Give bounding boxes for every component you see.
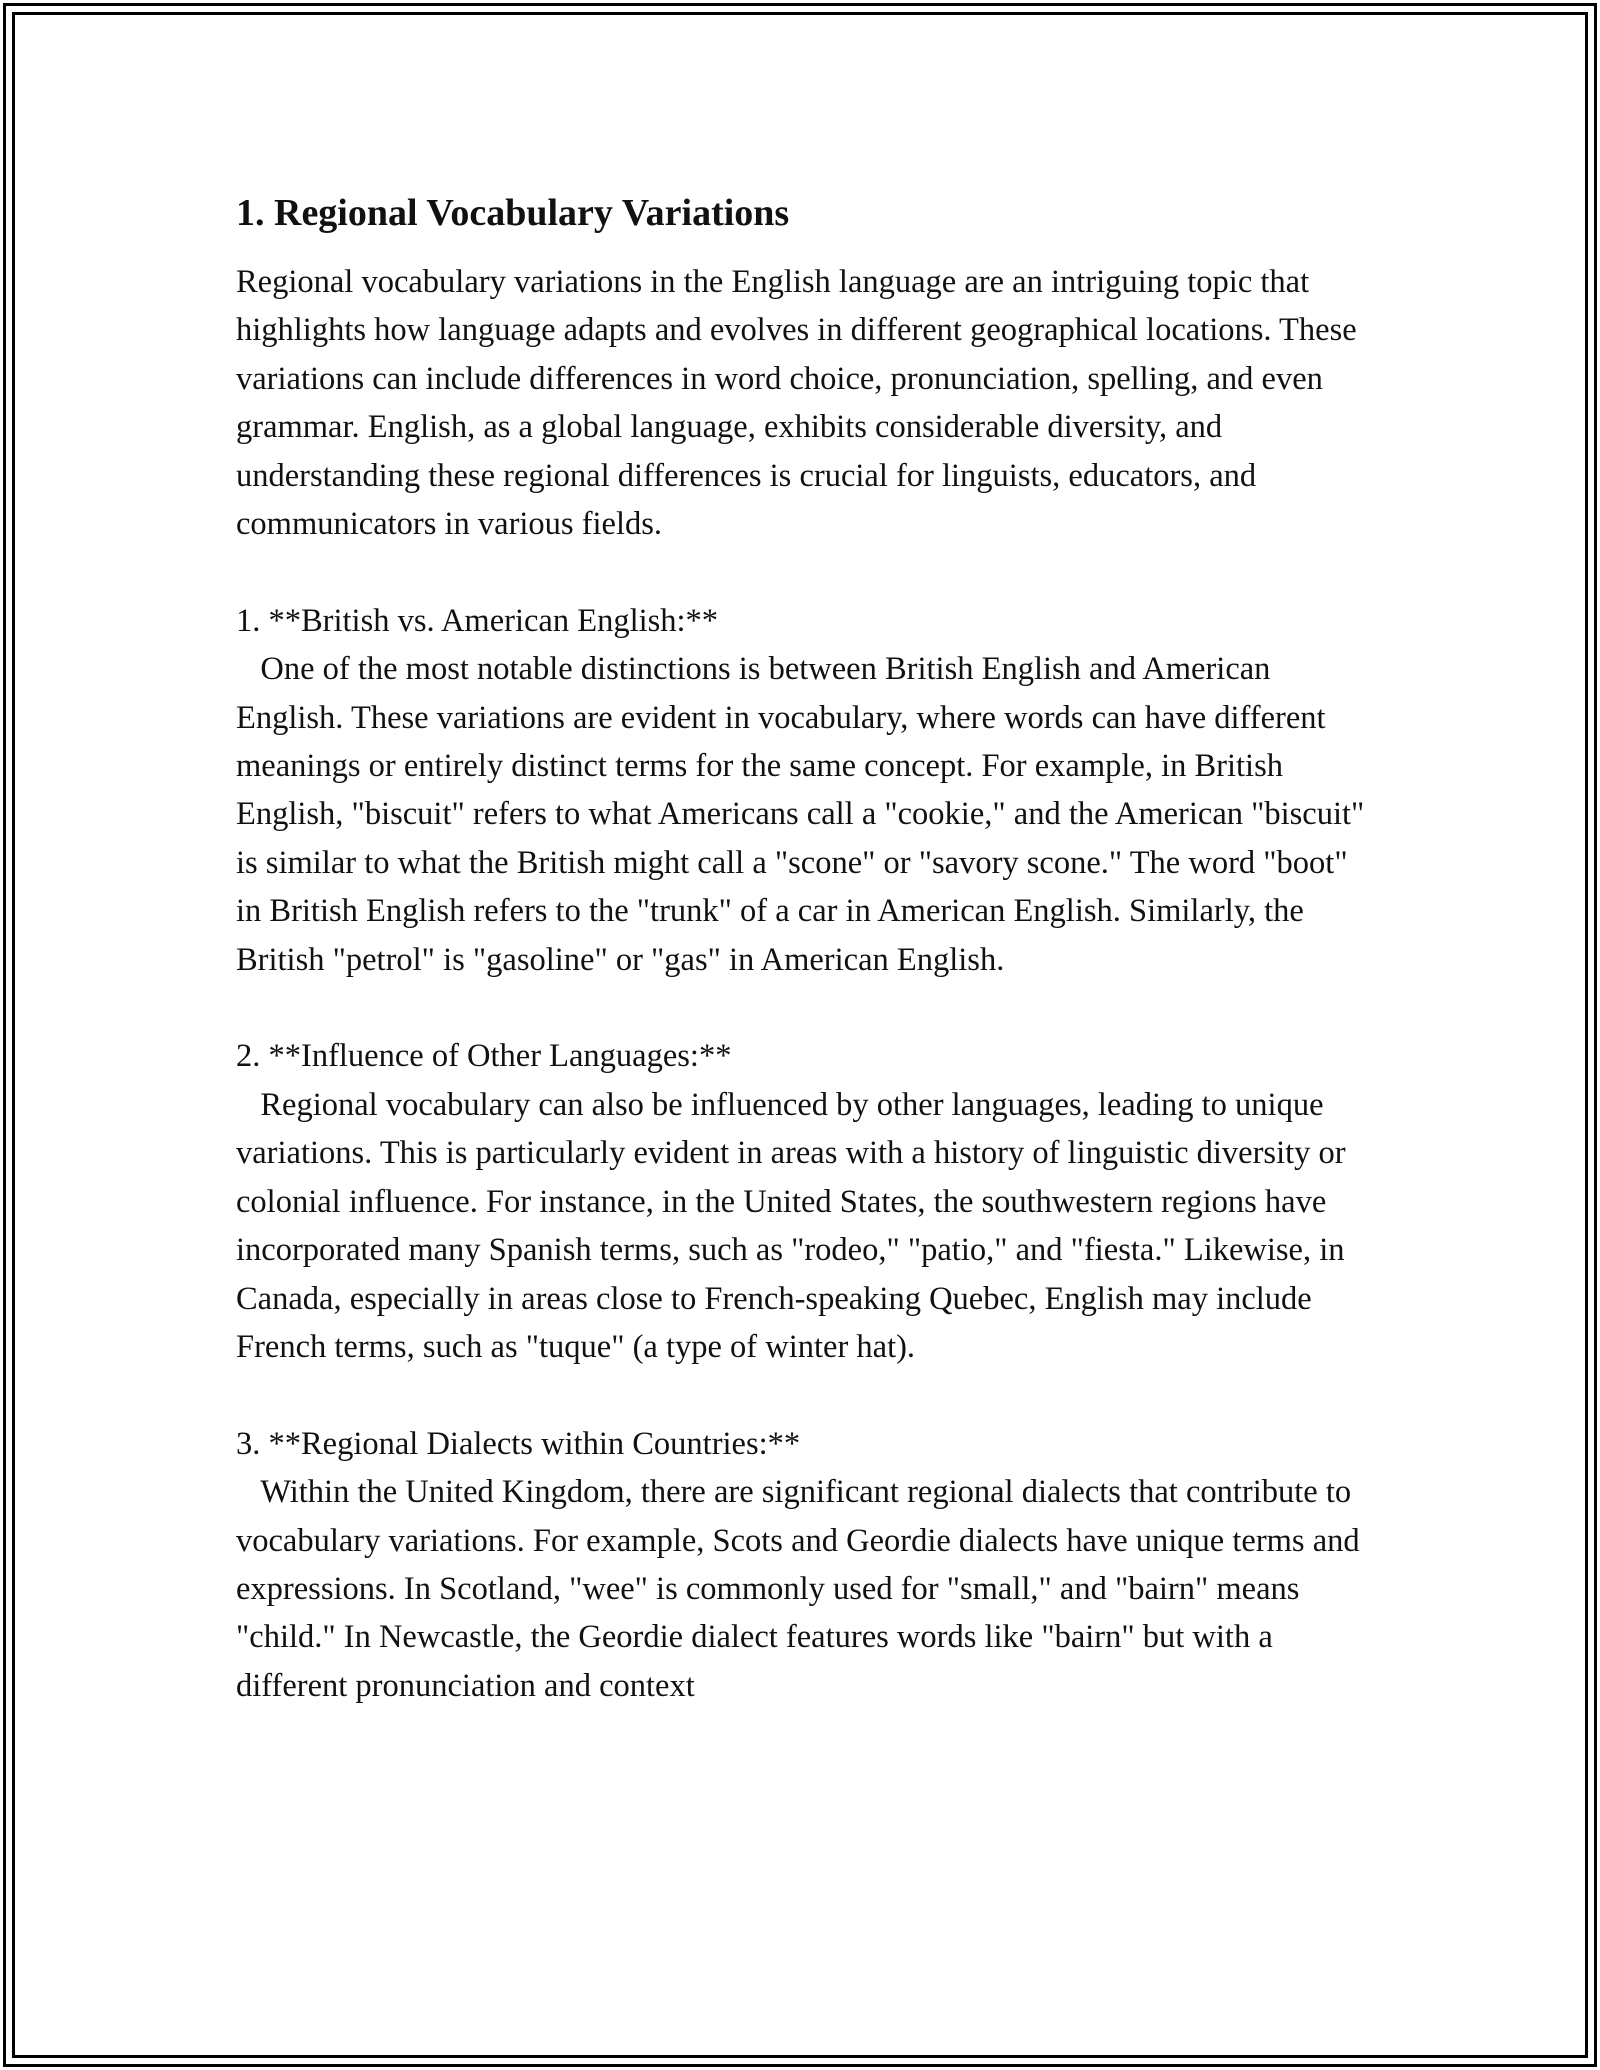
section-heading: 2. **Influence of Other Languages:** bbox=[236, 1038, 732, 1075]
paragraph-spacer bbox=[236, 1371, 1371, 1419]
section-heading: 3. **Regional Dialects within Countries:** bbox=[236, 1425, 801, 1462]
section-body: One of the most notable distinctions is between British English and American English. These variations are evident in vocabulary, where words can have different meanings or entirely distinct terms for the same concept. For example, in British English, "biscuit" refers to what Americans call a "cookie," and the American "biscuit" is similar to what the British might call a "scone" or "savory scone." The word "boot" in British English refers to the "trunk" of a car in American English. Similarly, the British "petrol" is "gasoline" or "gas" in American English. bbox=[236, 651, 1373, 978]
section-heading: 1. **British vs. American English:** bbox=[236, 602, 719, 639]
paragraph-spacer bbox=[236, 548, 1371, 596]
section-regional-dialects bbox=[236, 1420, 1371, 1710]
section-body: Within the United Kingdom, there are significant regional dialects that contribute to vocabulary variations. For example, Scots and Geordie dialects have unique terms and expressions. In Scotland, "wee" is commonly used for "small," and "bairn" means "child." In Newcastle, the Geordie dialect features words like "bairn" but with a different pronunciation and context bbox=[236, 1474, 1368, 1704]
section-british-american bbox=[236, 597, 1371, 984]
paragraph-spacer bbox=[236, 984, 1371, 1032]
section-other-languages bbox=[236, 1032, 1371, 1371]
intro-paragraph: Regional vocabulary variations in the English language are an intriguing topic that highlights how language adapts and evolves in different geographical locations. These variations can include differences in word choice, pronunciation, spelling, and even grammar. English, as a global language, exhibits considerable diversity, and understanding these regional differences is crucial for linguists, educators, and communicators in various fields. bbox=[236, 264, 1365, 543]
document-body bbox=[236, 186, 1371, 1710]
section-body: Regional vocabulary can also be influenced by other languages, leading to unique variations. This is particularly evident in areas with a history of linguistic diversity or colonial influence. For instance, in the United States, the southwestern regions have incorporated many Spanish terms, such as "rodeo," "patio," and "fiesta." Likewise, in Canada, especially in areas close to French-speaking Quebec, English may include French terms, such as "tuque" (a type of winter hat). bbox=[236, 1086, 1354, 1365]
page-title: 1. Regional Vocabulary Variations bbox=[236, 192, 790, 234]
